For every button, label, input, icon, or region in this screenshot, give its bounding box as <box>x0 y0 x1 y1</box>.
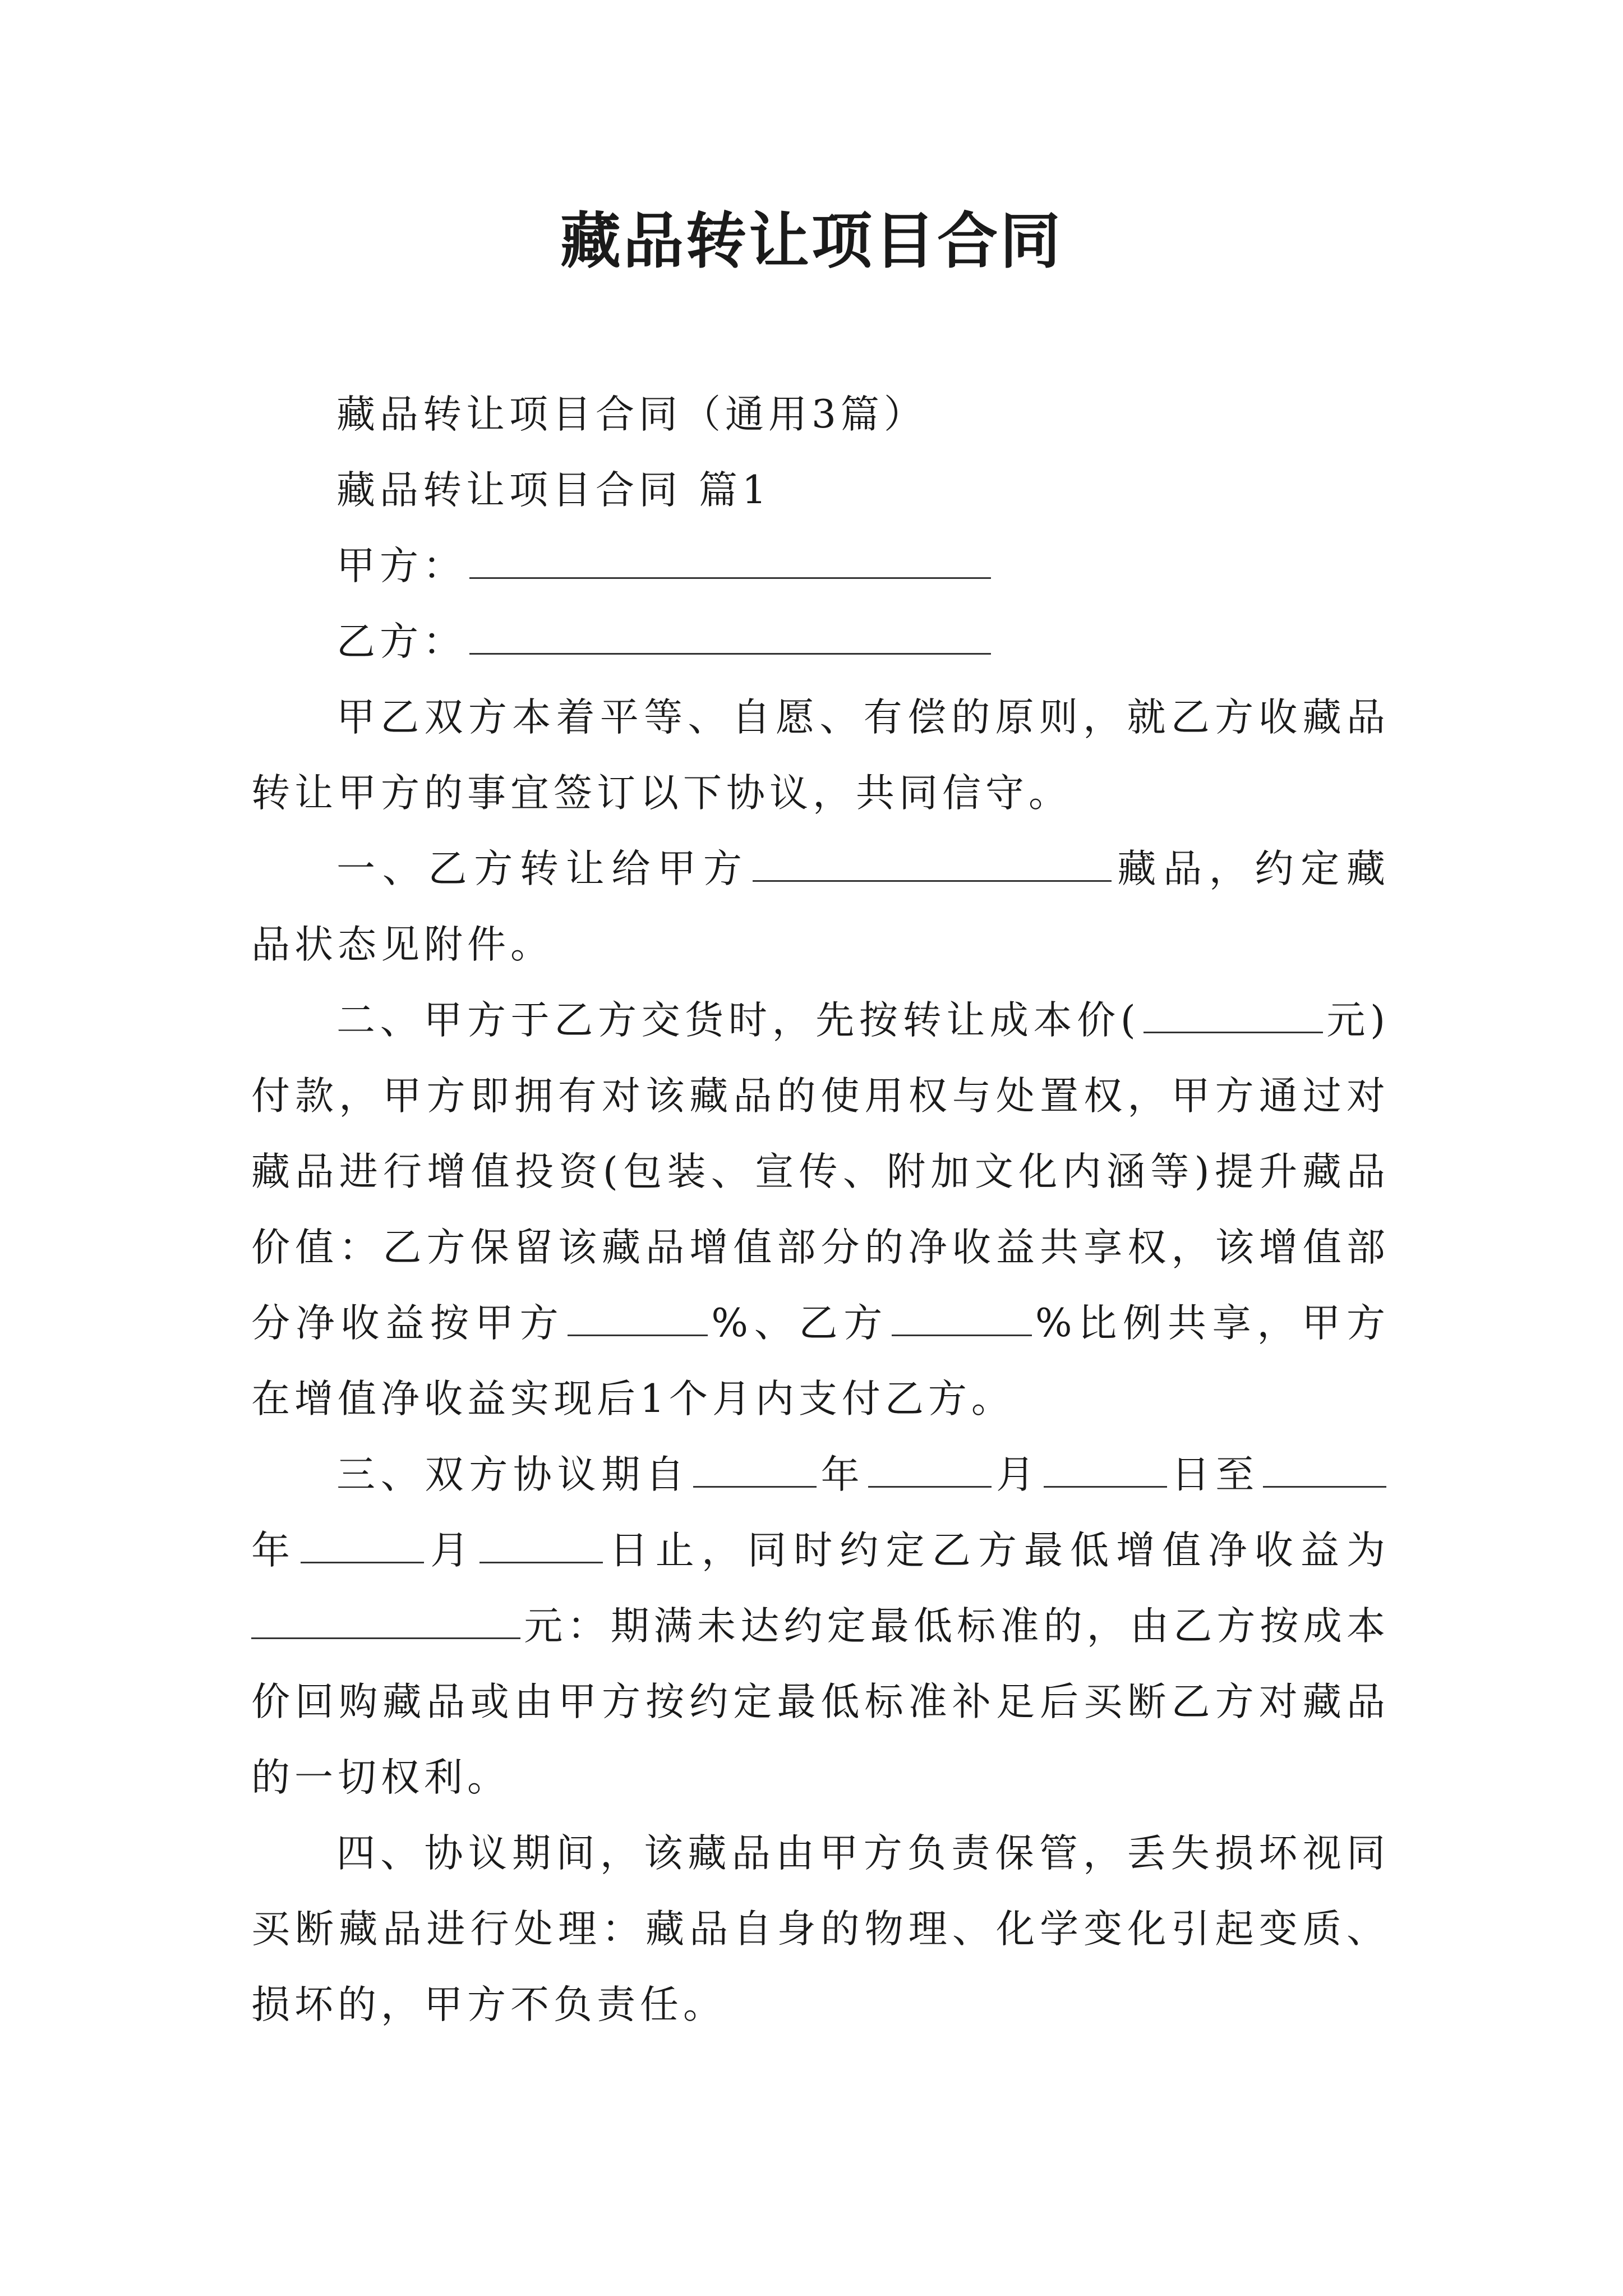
party-b-blank[interactable] <box>469 620 991 655</box>
clause-2: 二、甲方于乙方交货时，先按转让成本价( 元)付款，甲方即拥有对该藏品的使用权与处置权，甲方通过对藏品进行增值投资(包装、宣传、附加文化内涵等)提升藏品价值：乙方保留该藏品增值部分的净收益共享权，该增值部分净收益按甲方 %、乙方 %比例共享，甲方在增值净收益实现后1个月内支付乙方。 <box>251 998 1390 1421</box>
party-a-blank[interactable] <box>469 545 991 579</box>
start-month-blank[interactable] <box>868 1453 992 1488</box>
document-title: 藏品转让项目合同 <box>560 206 1063 277</box>
clause-1: 一、乙方转让给甲方 藏品，约定藏品状态见附件。 <box>251 846 1390 967</box>
document-body <box>251 377 1390 2043</box>
min-income-blank[interactable] <box>251 1605 520 1639</box>
party-a-percent-blank[interactable] <box>568 1302 708 1336</box>
clause-3: 三、双方协议期自 年 月 日至年 月 日止，同时约定乙方最低增值净收益为元：期满未达约定最低标准的，由乙方按成本价回购藏品或由甲方按约定最低标准补足后买断乙方对藏品的一切权利。 <box>251 1452 1390 1800</box>
party-a-line <box>251 528 1390 604</box>
clause-4: 四、协议期间，该藏品由甲方负责保管，丢失损坏视同买断藏品进行处理：藏品自身的物理、化学变化引起变质、损坏的，甲方不负责任。 <box>251 1831 1390 2027</box>
item-name-blank[interactable] <box>753 848 1112 882</box>
start-day-blank[interactable] <box>1044 1453 1167 1488</box>
cost-price-blank[interactable] <box>1144 999 1323 1033</box>
intro-paragraph: 甲乙双方本着平等、自愿、有偿的原则，就乙方收藏品转让甲方的事宜签订以下协议，共同信守。 <box>251 695 1390 816</box>
end-day-blank[interactable] <box>479 1529 603 1563</box>
party-a-label: 甲方： <box>336 544 466 588</box>
party-b-label: 乙方： <box>336 619 466 664</box>
party-b-percent-blank[interactable] <box>892 1302 1032 1336</box>
end-month-blank[interactable] <box>301 1529 424 1563</box>
document-subtitle: 藏品转让项目合同（通用3篇） <box>336 392 927 437</box>
section-heading: 藏品转让项目合同 篇1 <box>336 468 771 513</box>
end-year-blank[interactable] <box>1263 1453 1386 1488</box>
party-b-line <box>251 604 1390 680</box>
start-year-blank[interactable] <box>693 1453 817 1488</box>
